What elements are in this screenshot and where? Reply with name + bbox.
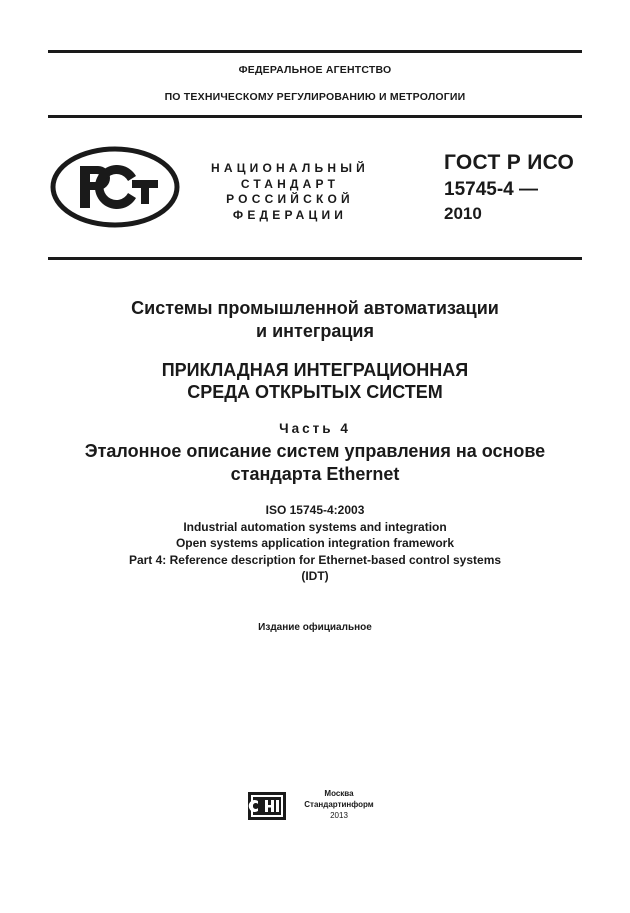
english-line3: Open systems application integration framework: [175, 536, 455, 550]
national-line3: РОССИЙСКОЙ: [226, 192, 354, 206]
title-line2: и интеграция: [256, 321, 374, 341]
english-line5: (IDT): [301, 569, 329, 583]
title-line6: стандарта Ethernet: [230, 464, 400, 484]
part-title: [30, 440, 600, 486]
iso-reference: ISO 15745-4:2003: [265, 503, 365, 517]
title-line1: Системы промышленной автоматизации: [131, 298, 499, 318]
designation-line1: ГОСТ Р ИСО: [444, 151, 575, 174]
agency-name-line1: ФЕДЕРАЛЬНОЕ АГЕНТСТВО: [238, 64, 392, 76]
national-standard-label: [205, 161, 375, 223]
publisher-city: Москва: [324, 789, 354, 798]
rst-logo-icon: [50, 146, 180, 228]
edition-label: Издание официальное: [258, 622, 372, 633]
title-line4: СРЕДА ОТКРЫТЫХ СИСТЕМ: [187, 382, 443, 402]
subtitle: [30, 359, 600, 403]
publisher-name: Стандартинформ: [304, 800, 374, 809]
main-title: [30, 297, 600, 343]
top-rule: [48, 50, 582, 53]
agency-name-line2: ПО ТЕХНИЧЕСКОМУ РЕГУЛИРОВАНИЮ И МЕТРОЛОГИИ: [164, 91, 466, 103]
title-rule: [48, 257, 582, 260]
title-line3: ПРИКЛАДНАЯ ИНТЕГРАЦИОННАЯ: [161, 360, 469, 380]
standard-designation: [444, 150, 574, 225]
standartinform-logo-icon: [248, 792, 286, 820]
publisher-block: [296, 788, 382, 821]
title-line5: Эталонное описание систем управления на основе: [84, 441, 546, 461]
english-title-block: [30, 502, 600, 585]
part-label: Часть 4: [279, 421, 351, 436]
english-line4: Part 4: Reference description for Ethernet-based control systems: [128, 552, 502, 567]
national-line1: НАЦИОНАЛЬНЫЙ: [210, 161, 370, 175]
national-line2: СТАНДАРТ: [240, 176, 340, 191]
header-rule: [48, 115, 582, 118]
national-line4: ФЕДЕРАЦИИ: [232, 207, 348, 222]
english-line2: Industrial automation systems and integration: [183, 519, 447, 534]
designation-line3: 2010: [444, 204, 482, 223]
publication-year: 2013: [330, 811, 348, 820]
designation-line2: 15745-4 —: [444, 179, 539, 200]
